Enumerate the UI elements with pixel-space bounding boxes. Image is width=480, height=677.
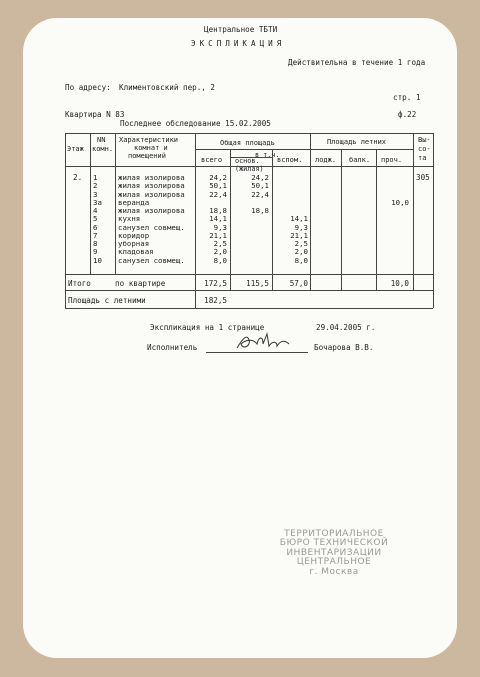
- bti-stamp: [272, 530, 396, 577]
- totals-total: 172,5: [204, 279, 227, 288]
- row-aux: 2,5: [294, 239, 308, 248]
- floor-value: 2.: [73, 173, 83, 182]
- footer-date: 29.04.2005 г.: [316, 323, 376, 332]
- address-value: Климентовский пер., 2: [119, 83, 216, 92]
- row-total: 18,8: [209, 206, 227, 215]
- validity-note: Действительна в течение 1 года: [288, 58, 426, 67]
- row-nn: 7: [93, 230, 98, 240]
- row-name: санузел совмещ.: [118, 255, 185, 265]
- row-nn: 3: [93, 189, 98, 199]
- row-aux: 2,0: [294, 247, 308, 257]
- stamp-line: ТЕРРИТОРИАЛЬНОЕ: [284, 529, 384, 539]
- row-nn: 9: [93, 247, 98, 257]
- row-nn: 2: [93, 181, 98, 191]
- document-page: [23, 18, 457, 658]
- col-nn-1: NN: [97, 136, 106, 144]
- stamp-line: БЮРО ТЕХНИЧЕСКОЙ: [279, 538, 389, 549]
- form-code: ф.22: [398, 110, 417, 119]
- col-char-1: Характеристики: [119, 136, 179, 144]
- row-name: уборная: [118, 239, 150, 248]
- last-survey: Последнее обследование 15.02.2005: [120, 119, 271, 128]
- col-main-2: (жилая): [235, 165, 264, 173]
- page-number: стр. 1: [393, 93, 421, 102]
- row-nn: 6: [93, 222, 98, 232]
- address-label: По адресу:: [65, 83, 111, 92]
- row-total: 9,3: [213, 222, 227, 232]
- stamp-line: г. Москва: [309, 566, 359, 577]
- row-name: коридор: [118, 230, 150, 240]
- col-summer-area: Площадь летних: [327, 138, 387, 146]
- row-name: жилая изолирова: [118, 189, 185, 199]
- row-total: 2,0: [213, 247, 227, 257]
- col-height-2: со-: [418, 145, 431, 153]
- row-name: кухня: [118, 214, 141, 224]
- col-floor: Этаж: [67, 145, 84, 153]
- stamp-line: ИНВЕНТАРИЗАЦИИ: [286, 547, 382, 558]
- col-char-3: помещений: [128, 152, 166, 160]
- col-char-2: комнат и: [134, 144, 168, 152]
- document-title: ЭКСПЛИКАЦИЯ: [191, 39, 286, 48]
- row-total: 14,1: [209, 214, 227, 224]
- totals-label: Итого: [68, 279, 91, 288]
- row-name: кладовая: [118, 247, 154, 257]
- row-nn: 10: [93, 255, 102, 265]
- col-height-3: та: [418, 154, 427, 162]
- row-nn: 3а: [93, 197, 102, 207]
- with-summer-label: Площадь с летними: [68, 296, 146, 305]
- col-balcony: балк.: [349, 156, 371, 164]
- row-total: 8,0: [213, 255, 227, 265]
- org-name: Центральное ТБТИ: [204, 25, 278, 34]
- row-aux: 8,0: [294, 255, 308, 265]
- totals-label2: по квартире: [115, 279, 166, 288]
- row-aux: 21,1: [290, 230, 308, 240]
- row-total: 2,5: [213, 239, 227, 248]
- row-nn: 8: [93, 239, 98, 248]
- executor-signature: [233, 330, 293, 354]
- row-main: 18,8: [251, 206, 269, 215]
- row-name: санузел совмещ.: [118, 222, 185, 232]
- totals-aux: 57,0: [289, 279, 308, 288]
- row-total: 50,1: [209, 181, 227, 191]
- row-nn: 5: [93, 214, 98, 224]
- row-nn: 1: [93, 173, 98, 182]
- col-height-1: Вы-: [418, 136, 431, 144]
- col-nn-2: комн.: [92, 145, 114, 153]
- col-all: всего: [201, 156, 223, 164]
- row-name: жилая изолирова: [118, 206, 185, 215]
- row-total: 22,4: [209, 189, 227, 199]
- row-nn: 4: [93, 206, 98, 215]
- stamp-line: ЦЕНТРАЛЬНОЕ: [296, 557, 372, 568]
- totals-main: 115,5: [246, 279, 269, 288]
- col-total-area: Общая площадь: [220, 139, 275, 147]
- row-name: жилая изолирова: [118, 173, 185, 182]
- col-other: проч.: [381, 156, 403, 164]
- executor-label: Исполнитель: [147, 343, 198, 352]
- apartment-number: Квартира N 83: [65, 110, 125, 119]
- pages-note: Экспликация на 1 странице: [150, 323, 265, 332]
- row-aux: 14,1: [290, 214, 308, 224]
- col-incl: в т.ч.: [255, 151, 280, 159]
- col-main-1: основ.: [235, 157, 260, 165]
- with-summer-value: 182,5: [204, 296, 227, 305]
- height-value: 305: [416, 173, 430, 182]
- row-total: 21,1: [209, 230, 227, 240]
- row-name: жилая изолирова: [118, 181, 185, 191]
- row-name: веранда: [118, 197, 150, 207]
- row-total: 24,2: [209, 173, 227, 182]
- col-loggia: лодж.: [315, 156, 337, 164]
- row-main: 22,4: [251, 189, 269, 199]
- totals-other: 10,0: [390, 279, 409, 288]
- row-other: 10,0: [391, 197, 409, 207]
- row-aux: 9,3: [294, 222, 308, 232]
- col-aux: вспом.: [277, 156, 303, 164]
- row-main: 24,2: [251, 173, 269, 182]
- row-main: 50,1: [251, 181, 269, 191]
- executor-name: Бочарова В.В.: [314, 343, 374, 352]
